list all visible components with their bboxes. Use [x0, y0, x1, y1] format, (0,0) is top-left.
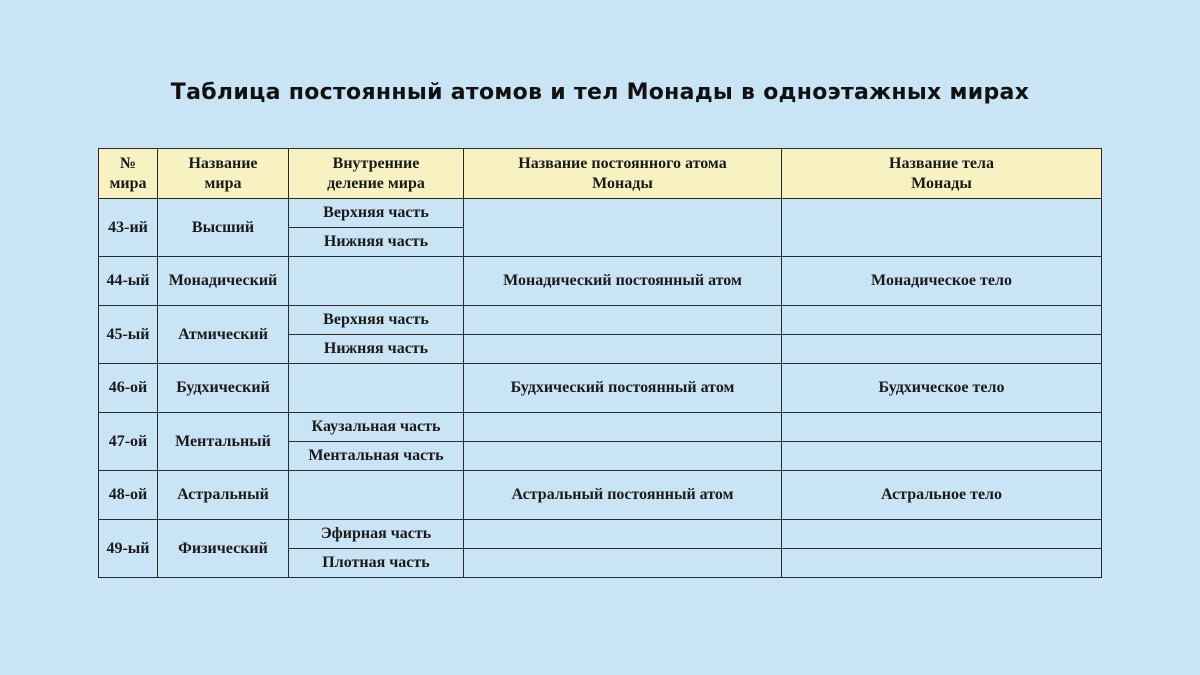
table-row	[99, 199, 1102, 228]
world-name: Атмический	[158, 306, 289, 364]
permanent-atom	[464, 306, 782, 335]
world-name: Физический	[158, 520, 289, 578]
world-part-empty	[289, 364, 464, 413]
header-row	[99, 149, 1102, 199]
world-number: 45-ый	[99, 306, 158, 364]
world-part: Нижняя часть	[289, 335, 464, 364]
permanent-atom	[464, 199, 782, 257]
header-text: Название	[188, 154, 258, 172]
permanent-atom: Будхический постоянный атом	[464, 364, 782, 413]
header-inner-division	[289, 149, 464, 199]
world-number: 44-ый	[99, 257, 158, 306]
header-permanent-atom	[464, 149, 782, 199]
monad-body-empty	[782, 549, 1102, 578]
header-text: Название тела	[889, 154, 994, 172]
header-world-name	[158, 149, 289, 199]
table-row	[99, 257, 1102, 306]
header-text: Внутренние	[332, 154, 420, 172]
monad-body-empty	[782, 442, 1102, 471]
world-number: 43-ий	[99, 199, 158, 257]
monad-body	[782, 520, 1102, 549]
table-row	[99, 364, 1102, 413]
header-monad-body	[782, 149, 1102, 199]
table-row	[99, 520, 1102, 549]
table-row	[99, 306, 1102, 335]
world-part: Нижняя часть	[289, 228, 464, 257]
world-part-empty	[289, 471, 464, 520]
world-name: Высший	[158, 199, 289, 257]
world-part: Верхняя часть	[289, 199, 464, 228]
permanent-atom-empty	[464, 335, 782, 364]
world-number: 48-ой	[99, 471, 158, 520]
monad-body-empty	[782, 335, 1102, 364]
permanent-atom-empty	[464, 549, 782, 578]
world-name: Будхический	[158, 364, 289, 413]
header-text: Монады	[592, 174, 653, 192]
world-part: Плотная часть	[289, 549, 464, 578]
header-text: мира	[109, 174, 147, 192]
monad-body	[782, 306, 1102, 335]
monad-body	[782, 413, 1102, 442]
permanent-atom: Астральный постоянный атом	[464, 471, 782, 520]
permanent-atom-empty	[464, 442, 782, 471]
table-row	[99, 471, 1102, 520]
header-text: Монады	[911, 174, 972, 192]
monad-body	[782, 199, 1102, 257]
world-number: 47-ой	[99, 413, 158, 471]
permanent-atom	[464, 413, 782, 442]
world-number: 46-ой	[99, 364, 158, 413]
world-name: Монадический	[158, 257, 289, 306]
monad-body: Будхическое тело	[782, 364, 1102, 413]
world-part: Каузальная часть	[289, 413, 464, 442]
world-name: Астральный	[158, 471, 289, 520]
monad-body: Монадическое тело	[782, 257, 1102, 306]
world-number: 49-ый	[99, 520, 158, 578]
page-title: Таблица постоянный атомов и тел Монады в одноэтажных мирах	[170, 80, 1030, 105]
header-text: Название постоянного атома	[518, 154, 727, 172]
world-name: Ментальный	[158, 413, 289, 471]
table-row	[99, 413, 1102, 442]
header-text: №	[119, 154, 137, 172]
header-text: мира	[204, 174, 242, 192]
permanent-atom	[464, 520, 782, 549]
world-part: Ментальная часть	[289, 442, 464, 471]
header-text: деление мира	[327, 174, 425, 192]
world-part: Верхняя часть	[289, 306, 464, 335]
permanent-atom: Монадический постоянный атом	[464, 257, 782, 306]
world-part: Эфирная часть	[289, 520, 464, 549]
world-part-empty	[289, 257, 464, 306]
header-world-number	[99, 149, 158, 199]
monad-body: Астральное тело	[782, 471, 1102, 520]
worlds-table	[98, 148, 1102, 578]
